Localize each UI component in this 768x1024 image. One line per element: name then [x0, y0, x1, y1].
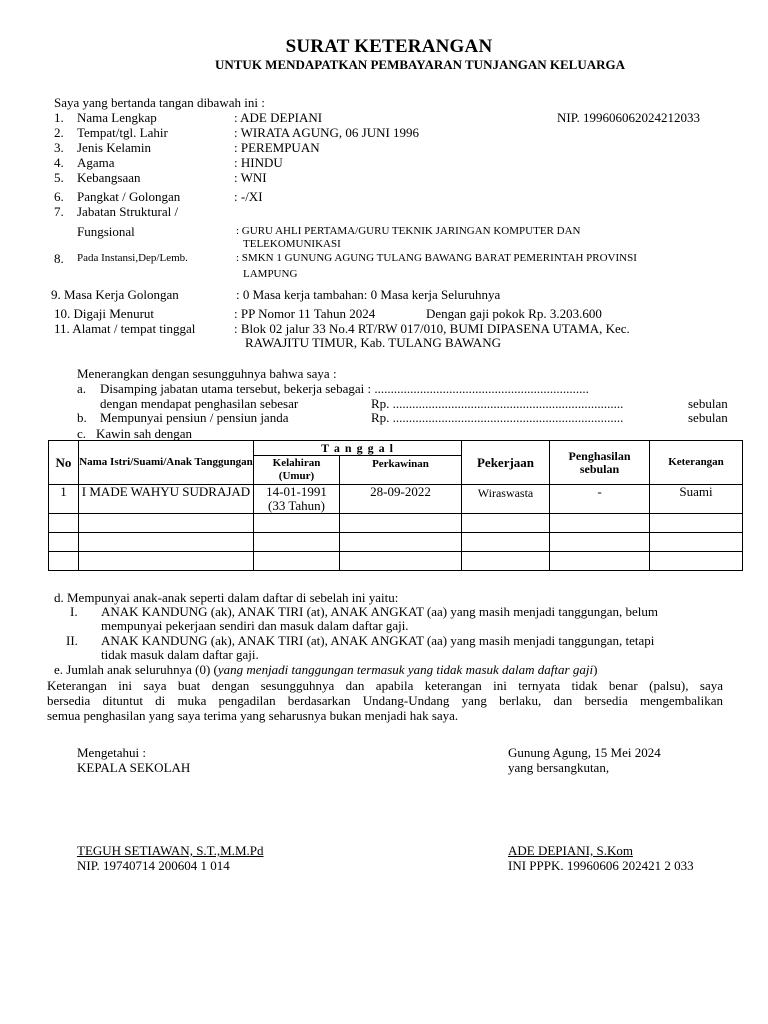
item-a-text-2: dengan mendapat penghasilan sebesar — [100, 396, 299, 411]
field-number: 8. — [54, 251, 64, 266]
closing-line: Keterangan ini saya buat dengan sesungguhnya dan apabila keterangan ini ternyata tidak benar (palsu), saya — [47, 678, 723, 693]
field-number: 1. — [54, 110, 64, 125]
field-number: 7. — [54, 204, 64, 219]
cell-keterangan: Suami — [650, 485, 743, 514]
item-e-tail: ) — [593, 662, 598, 677]
item-b-text: Mempunyai pensiun / pensiun janda — [100, 410, 289, 425]
item-ii-text: ANAK KANDUNG (ak), ANAK TIRI (at), ANAK ANGKAT (aa) yang masih menjadi tanggungan, tetapi — [101, 633, 655, 648]
cell-kelahiran — [254, 485, 340, 514]
field-value-jenis-kelamin: : PEREMPUAN — [234, 140, 320, 155]
cell-kelahiran-age: (33 Tahun) — [268, 498, 325, 513]
cell-perkawinan: 28-09-2022 — [340, 485, 462, 514]
signature-right-role: yang bersangkutan, — [508, 760, 610, 775]
field-value-masa-kerja: : 0 Masa kerja tambahan: 0 Masa kerja Seluruhnya — [236, 287, 501, 302]
header-penghasilan: Penghasilan sebulan — [550, 441, 650, 485]
item-marker: a. — [77, 381, 87, 396]
item-marker: c. — [77, 426, 87, 441]
field-label-masa-kerja: 9. Masa Kerja Golongan — [51, 287, 179, 302]
item-c-text: Kawin sah dengan — [96, 426, 193, 441]
cell-no: 1 — [49, 485, 79, 514]
header-tanggal: T a n g g a l — [254, 441, 462, 456]
field-number: 4. — [54, 155, 64, 170]
item-marker: b. — [77, 410, 87, 425]
field-label-jabatan: Jabatan Struktural / — [77, 204, 179, 219]
table-row — [49, 552, 743, 571]
item-i-text-2: mempunyai pekerjaan sendiri dan masuk dalam daftar gaji. — [101, 618, 409, 633]
field-value-instansi: : SMKN 1 GUNUNG AGUNG TULANG BAWANG BARAT PEMERINTAH PROVINSI — [236, 252, 637, 264]
cell-penghasilan: - — [550, 485, 650, 514]
intro-text: Saya yang bertanda tangan dibawah ini : — [54, 95, 265, 110]
field-value-nama: : ADE DEPIANI — [234, 110, 323, 125]
item-marker: II. — [66, 633, 78, 648]
field-value-instansi-2: LAMPUNG — [243, 268, 298, 280]
item-a-text: Disamping jabatan utama tersebut, bekerja sebagai : .................................................................. — [100, 381, 589, 396]
field-label-instansi: Pada Instansi,Dep/Lemb. — [77, 252, 188, 264]
item-a-unit: sebulan — [688, 396, 728, 411]
field-number: 3. — [54, 140, 64, 155]
item-e-text — [54, 662, 597, 677]
item-e-lead: e. Jumlah anak seluruhnya (0) ( — [54, 662, 218, 677]
signature-right-place-date: Gunung Agung, 15 Mei 2024 — [508, 745, 661, 760]
field-value-alamat: : Blok 02 jalur 33 No.4 RT/RW 017/010, BUMI DIPASENA UTAMA, Kec. — [234, 321, 630, 336]
item-b-amount: Rp. ....................................................................... — [371, 410, 624, 425]
header-perkawinan: Perkawinan — [340, 456, 462, 485]
field-label-digaji: 10. Digaji Menurut — [54, 306, 155, 321]
header-nama: Nama Istri/Suami/Anak Tanggungan — [79, 441, 254, 485]
field-value-jabatan: : GURU AHLI PERTAMA/GURU TEKNIK JARINGAN KOMPUTER DAN — [236, 225, 581, 237]
cell-pekerjaan: Wiraswasta — [462, 485, 550, 514]
table-row — [49, 485, 743, 514]
field-label-pangkat: Pangkat / Golongan — [77, 189, 181, 204]
field-number: 2. — [54, 125, 64, 140]
header-kelahiran: Kelahiran (Umur) — [254, 456, 340, 485]
item-d-text: d. Mempunyai anak-anak seperti dalam daftar di sebelah ini yaitu: — [54, 590, 399, 605]
closing-line: bersedia dituntut di muka pengadilan berdasarkan Undang-Undang yang berlaku, dan bersedia mengembalikan — [47, 693, 723, 708]
signature-right-name: ADE DEPIANI, S.Kom — [508, 843, 633, 858]
document-title: SURAT KETERANGAN — [285, 36, 493, 57]
document-subtitle: UNTUK MENDAPATKAN PEMBAYARAN TUNJANGAN KELUARGA — [214, 57, 625, 72]
signature-left-role: KEPALA SEKOLAH — [77, 760, 191, 775]
table-row — [49, 514, 743, 533]
item-i-text: ANAK KANDUNG (ak), ANAK TIRI (at), ANAK ANGKAT (aa) yang masih menjadi tanggungan, belum — [101, 604, 658, 619]
family-table — [48, 440, 743, 571]
header-pekerjaan: Pekerjaan — [462, 441, 550, 485]
field-label-alamat: 11. Alamat / tempat tinggal — [54, 321, 196, 336]
table-row — [49, 533, 743, 552]
signature-left-label: Mengetahui : — [77, 745, 146, 760]
cell-kelahiran-date: 14-01-1991 — [266, 484, 327, 499]
field-label-jenis-kelamin: Jenis Kelamin — [77, 140, 152, 155]
field-value-ttl: : WIRATA AGUNG, 06 JUNI 1996 — [234, 125, 420, 140]
field-label-ttl: Tempat/tgl. Lahir — [77, 125, 168, 140]
field-value-gaji-pokok: Dengan gaji pokok Rp. 3.203.600 — [426, 306, 602, 321]
field-number: 6. — [54, 189, 64, 204]
signature-right-id: INI PPPK. 19960606 202421 2 033 — [508, 858, 694, 873]
field-value-jabatan-2: TELEKOMUNIKASI — [243, 238, 341, 250]
field-value-pangkat: : -/XI — [234, 189, 263, 204]
header-no: No — [49, 441, 79, 485]
field-label-kebangsaan: Kebangsaan — [77, 170, 141, 185]
header-keterangan: Keterangan — [650, 441, 743, 485]
item-b-unit: sebulan — [688, 410, 728, 425]
item-marker: I. — [70, 604, 78, 619]
signature-left-id: NIP. 19740714 200604 1 014 — [77, 858, 230, 873]
field-value-nip: NIP. 199606062024212033 — [557, 110, 701, 125]
item-e-italic: yang menjadi tanggungan termasuk yang tidak masuk dalam daftar gaji — [217, 662, 594, 677]
field-value-agama: : HINDU — [234, 155, 283, 170]
signature-left-name: TEGUH SETIAWAN, S.T.,M.M.Pd — [77, 843, 264, 858]
item-ii-text-2: tidak masuk dalam daftar gaji. — [101, 647, 259, 662]
field-number: 5. — [54, 170, 64, 185]
field-value-digaji: : PP Nomor 11 Tahun 2024 — [234, 306, 376, 321]
statement-lead: Menerangkan dengan sesungguhnya bahwa saya : — [77, 366, 337, 381]
closing-line: semua penghasilan yang saya terima yang seharusnya bukan menjadi hak saya. — [47, 708, 459, 723]
field-value-kebangsaan: : WNI — [234, 170, 267, 185]
field-label-agama: Agama — [77, 155, 115, 170]
field-label-nama: Nama Lengkap — [77, 110, 157, 125]
field-value-alamat-2: RAWAJITU TIMUR, Kab. TULANG BAWANG — [245, 335, 501, 350]
field-label-jabatan-2: Fungsional — [77, 224, 135, 239]
item-a-amount: Rp. ....................................................................... — [371, 396, 624, 411]
cell-nama: I MADE WAHYU SUDRAJAD — [79, 485, 254, 514]
